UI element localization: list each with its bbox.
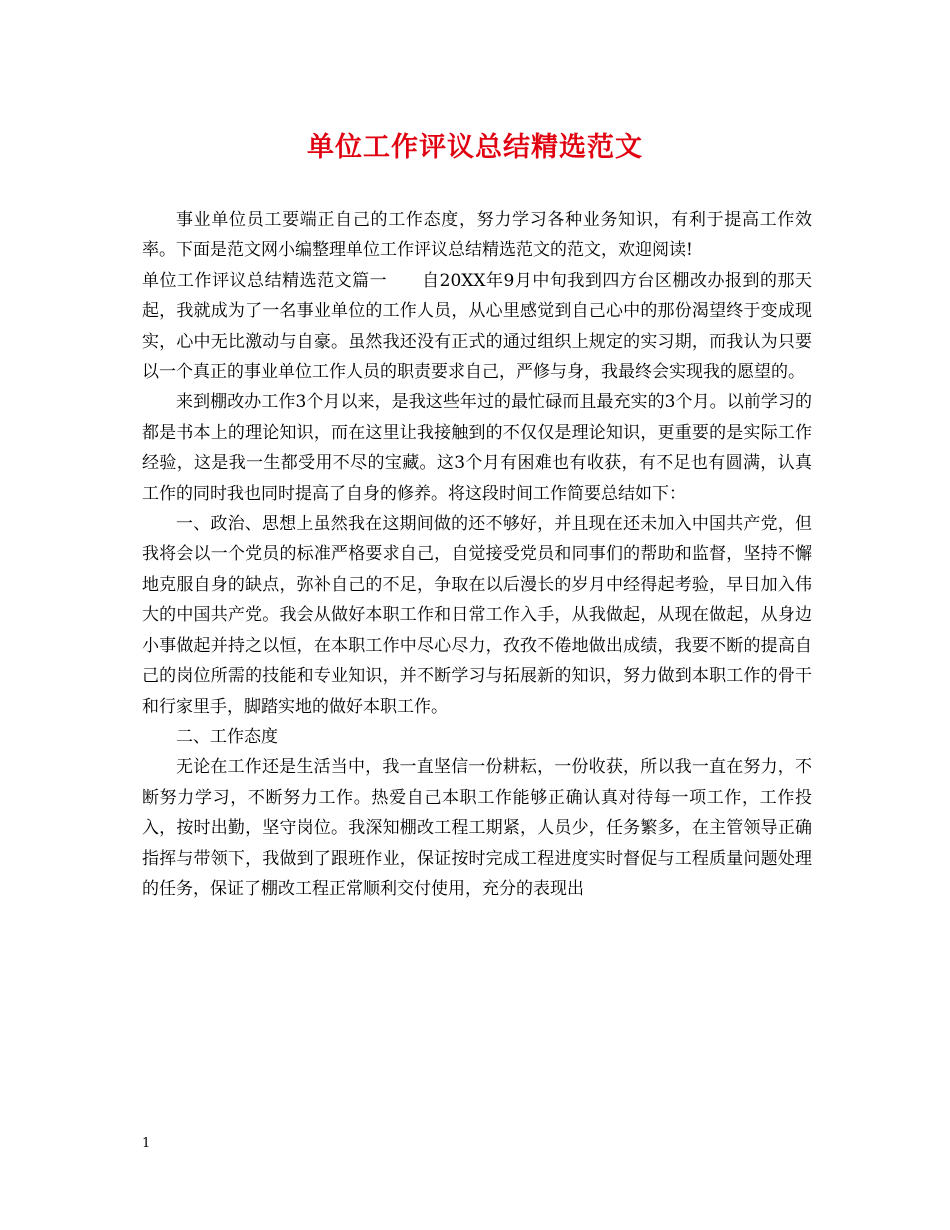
paragraph-intro: 事业单位员工要端正自己的工作态度，努力学习各种业务知识，有利于提高工作效率。下面是范文网小编整理单位工作评议总结精选范文的范文，欢迎阅读! <box>142 210 812 261</box>
paragraph-three-months: 来到棚改办工作3个月以来，是我这些年过的最忙碌而且最充实的3个月。以前学习的都是书本上的理论知识，而在这里让我接触到的不仅仅是理论知识，更重要的是实际工作经验，这是我一生都受用不尽的宝藏。这3个月有困难也有收获，有不足也有圆满，认真工作的同时我也同时提高了自身的修养。将这段时间工作简要总结如下： <box>142 392 812 504</box>
page-number: 1 <box>142 1136 151 1151</box>
paragraph-work-attitude: 无论在工作还是生活当中，我一直坚信一份耕耘，一份收获，所以我一直在努力，不断努力学习，不断努力工作。热爱自己本职工作能够正确认真对待每一项工作，工作投入，按时出勤，坚守岗位。我深知棚改工程工期紧，人员少，任务繁多，在主管领导正确指挥与带领下，我做到了跟班作业，保证按时完成工程进度实时督促与工程质量问题处理的任务，保证了棚改工程正常顺利交付使用，充分的表现出 <box>142 757 812 899</box>
document-title: 单位工作评议总结精选范文 <box>307 132 643 163</box>
paragraph-section-one: 单位工作评议总结精选范文篇一 自20XX年9月中旬我到四方台区棚改办报到的那天起，我就成为了一名事业单位的工作人员，从心里感觉到自己心中的那份渴望终于变成现实，心中无比激动与自豪。虽然我还没有正式的通过组织上规定的实习期，而我认为只要以一个真正的事业单位工作人员的职责要求自己，严修与身，我最终会实现我的愿望的。 <box>142 270 812 383</box>
paragraph-politics: 一、政治、思想上虽然我在这期间做的还不够好，并且现在还未加入中国共产党，但我将会以一个党员的标准严格要求自己，自觉接受党员和同事们的帮助和监督，坚持不懈地克服自身的缺点，弥补自己的不足，争取在以后漫长的岁月中经得起考验，早日加入伟大的中国共产党。我会从做好本职工作和日常工作入手，从我做起，从现在做起，从身边小事做起并持之以恒，在本职工作中尽心尽力，孜孜不倦地做出成绩，我要不断的提高自己的岗位所需的技能和专业知识，并不断学习与拓展新的知识，努力做到本职工作的骨干和行家里手，脚踏实地的做好本职工作。 <box>142 514 812 717</box>
document-body <box>142 205 812 904</box>
heading-work-attitude: 二、工作态度 <box>176 726 278 747</box>
